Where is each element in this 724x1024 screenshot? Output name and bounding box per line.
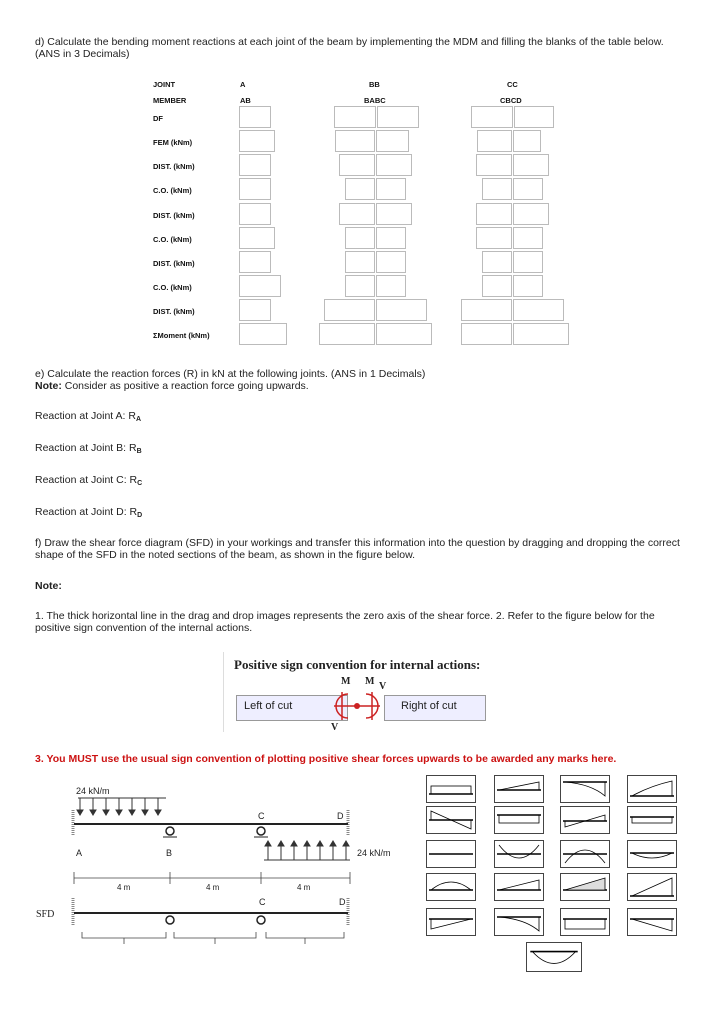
sfd-shape-parabola-up-icon xyxy=(495,841,543,867)
sfd-option-14[interactable] xyxy=(494,873,544,901)
dist4-ab-input[interactable] xyxy=(239,299,271,321)
sfd-shape-block-icon xyxy=(561,909,609,935)
dist2-bc-input[interactable] xyxy=(376,203,412,225)
co3-ab-input[interactable] xyxy=(239,275,281,297)
beam-diagram xyxy=(60,780,400,955)
sfd-option-18[interactable] xyxy=(494,908,544,936)
reaction-a xyxy=(35,410,141,426)
df-cd-input[interactable] xyxy=(514,106,554,128)
sfd-shape-curve-drop-icon xyxy=(495,909,543,935)
row-label-dist-1: DIST. (kNm) xyxy=(153,162,195,171)
reaction-a-label: Reaction at Joint A: R xyxy=(35,410,136,422)
sfd-option-3[interactable] xyxy=(560,775,610,803)
reaction-c-sub: C xyxy=(137,480,143,487)
sfd-option-1[interactable] xyxy=(426,775,476,803)
sfd-joint-c: C xyxy=(259,897,266,907)
df-ab-input[interactable] xyxy=(239,106,271,128)
joint-label-c: C xyxy=(258,811,265,821)
row-label-fem: FEM (kNm) xyxy=(153,138,193,147)
sfd-joint-d: D xyxy=(339,897,346,907)
member-cbcd: CBCD xyxy=(500,96,522,105)
sfd-shape-wedge-down-icon xyxy=(427,909,475,935)
co2-cd-input[interactable] xyxy=(513,227,543,249)
co1-ba-input[interactable] xyxy=(345,178,375,200)
sum-ba-input[interactable] xyxy=(319,323,375,345)
question-d-text: d) Calculate the bending moment reactions at each joint of the beam by implementing the MDM and filling the blanks of the table below. (ANS in 3 Decimals) xyxy=(35,36,664,60)
dist3-ba-input[interactable] xyxy=(345,251,375,273)
sign-convention-warning: 3. You MUST use the usual sign convention of plotting positive shear forces upwards to be awarded any marks here. xyxy=(35,753,617,765)
sfd-shape-parabola-down-icon xyxy=(561,841,609,867)
sfd-option-10[interactable] xyxy=(494,840,544,868)
row-label-sum-moment: ΣMoment (kNm) xyxy=(153,331,210,340)
joint-b: BB xyxy=(369,80,380,89)
sfd-option-11[interactable] xyxy=(560,840,610,868)
sfd-shape-arch-icon xyxy=(427,874,475,900)
sfd-shape-triangle-right-icon xyxy=(561,807,609,833)
fem-cd-input[interactable] xyxy=(513,130,541,152)
dist3-bc-input[interactable] xyxy=(376,251,406,273)
load-right-label: 24 kN/m xyxy=(357,848,391,858)
question-e-note xyxy=(35,380,309,392)
sfd-option-9[interactable] xyxy=(426,840,476,868)
sfd-option-20[interactable] xyxy=(627,908,677,936)
member-header: MEMBER xyxy=(153,96,187,105)
sum-ab-input[interactable] xyxy=(239,323,287,345)
reaction-c-label: Reaction at Joint C: R xyxy=(35,474,138,486)
co1-cb-input[interactable] xyxy=(482,178,512,200)
note-heading: Note: xyxy=(35,580,62,592)
reaction-d-label: Reaction at Joint D: R xyxy=(35,506,138,518)
left-of-cut-label: Left of cut xyxy=(244,700,293,712)
df-cb-input[interactable] xyxy=(471,106,513,128)
sfd-shape-rect-down-icon xyxy=(495,807,543,833)
sfd-shape-ramp-icon xyxy=(495,874,543,900)
co1-cd-input[interactable] xyxy=(513,178,543,200)
dist4-cd-input[interactable] xyxy=(513,299,564,321)
span-ab-label: 4 m xyxy=(117,883,131,892)
dist1-cb-input[interactable] xyxy=(476,154,512,176)
sfd-option-16[interactable] xyxy=(627,873,677,901)
sfd-option-19[interactable] xyxy=(560,908,610,936)
co3-cd-input[interactable] xyxy=(513,275,543,297)
right-of-cut-label: Right of cut xyxy=(401,700,457,712)
reaction-a-sub: A xyxy=(135,416,142,423)
moment-label-left: M xyxy=(341,676,351,687)
co2-bc-input[interactable] xyxy=(376,227,406,249)
dist1-ab-input[interactable] xyxy=(239,154,271,176)
sfd-option-15[interactable] xyxy=(560,873,610,901)
sfd-shape-curve-up-icon xyxy=(628,776,676,802)
sfd-option-13[interactable] xyxy=(426,873,476,901)
sign-convention-figure xyxy=(223,652,494,732)
reaction-b-label: Reaction at Joint B: R xyxy=(35,442,137,454)
joint-label-a: A xyxy=(76,848,83,858)
question-e-text: e) Calculate the reaction forces (R) in kN at the following joints. (ANS in 1 Decimals) xyxy=(35,368,426,380)
sfd-option-12[interactable] xyxy=(627,840,677,868)
fem-ba-input[interactable] xyxy=(335,130,375,152)
span-cd-label: 4 m xyxy=(297,883,311,892)
joint-a: A xyxy=(240,80,246,89)
sfd-shape-steep-icon xyxy=(628,874,676,900)
df-bc-input[interactable] xyxy=(377,106,419,128)
row-label-co-3: C.O. (kNm) xyxy=(153,283,192,292)
shear-label-bottom: V xyxy=(331,722,339,733)
co3-bc-input[interactable] xyxy=(376,275,406,297)
dist3-cd-input[interactable] xyxy=(513,251,543,273)
question-f-text: f) Draw the shear force diagram (SFD) in your workings and transfer this information into the question by dragging and dropping the correct shape of the SFD in the noted sections of the beam, as shown in the figure below. xyxy=(35,537,680,561)
fem-bc-input[interactable] xyxy=(376,130,409,152)
sfd-shape-rect-thin-icon xyxy=(628,807,676,833)
joint-label-d: D xyxy=(337,811,344,821)
fem-cb-input[interactable] xyxy=(477,130,512,152)
sfd-option-2[interactable] xyxy=(494,775,544,803)
dist2-cd-input[interactable] xyxy=(513,203,549,225)
df-ba-input[interactable] xyxy=(334,106,376,128)
dist2-cb-input[interactable] xyxy=(476,203,512,225)
member-ab: AB xyxy=(240,96,251,105)
moment-label-right: M xyxy=(365,676,375,687)
dist2-ba-input[interactable] xyxy=(339,203,375,225)
note-text: Consider as positive a reaction force going upwards. xyxy=(61,380,309,392)
member-babc: BABC xyxy=(364,96,386,105)
row-label-dist-2: DIST. (kNm) xyxy=(153,211,195,220)
fem-ab-input[interactable] xyxy=(239,130,275,152)
dist3-ab-input[interactable] xyxy=(239,251,271,273)
sfd-option-5[interactable] xyxy=(426,806,476,834)
dist2-ab-input[interactable] xyxy=(239,203,271,225)
reaction-d xyxy=(35,506,142,522)
dist1-ba-input[interactable] xyxy=(339,154,375,176)
sfd-option-17[interactable] xyxy=(426,908,476,936)
row-label-co-2: C.O. (kNm) xyxy=(153,235,192,244)
joint-c: CC xyxy=(507,80,518,89)
sfd-option-21[interactable] xyxy=(526,942,582,972)
sfd-shape-rect-up-icon xyxy=(427,776,475,802)
row-label-df: DF xyxy=(153,114,163,123)
sfd-shape-sag-icon xyxy=(628,841,676,867)
dist4-cb-input[interactable] xyxy=(461,299,512,321)
dist1-cd-input[interactable] xyxy=(513,154,549,176)
span-bc-label: 4 m xyxy=(206,883,220,892)
sfd-label: SFD xyxy=(36,909,55,920)
reaction-b-sub: B xyxy=(136,448,142,455)
dist1-bc-input[interactable] xyxy=(376,154,412,176)
co3-cb-input[interactable] xyxy=(482,275,512,297)
sfd-shape-crossing-icon xyxy=(427,807,475,833)
sfd-option-6[interactable] xyxy=(494,806,544,834)
reaction-b xyxy=(35,442,142,458)
sfd-option-4[interactable] xyxy=(627,775,677,803)
dist4-ba-input[interactable] xyxy=(324,299,375,321)
joint-label-b: B xyxy=(166,848,173,858)
row-label-dist-4: DIST. (kNm) xyxy=(153,307,195,316)
cut-arrows-icon xyxy=(334,688,389,724)
dist4-bc-input[interactable] xyxy=(376,299,427,321)
row-label-dist-3: DIST. (kNm) xyxy=(153,259,195,268)
sfd-shape-bowl-icon xyxy=(527,943,581,971)
co2-cb-input[interactable] xyxy=(476,227,512,249)
row-label-co-1: C.O. (kNm) xyxy=(153,186,192,195)
dist3-cb-input[interactable] xyxy=(482,251,512,273)
sign-convention-title: Positive sign convention for internal actions: xyxy=(234,657,481,672)
sum-bc-input[interactable] xyxy=(376,323,432,345)
reaction-c xyxy=(35,474,142,490)
co1-bc-input[interactable] xyxy=(376,178,406,200)
sfd-option-7[interactable] xyxy=(560,806,610,834)
note-body: 1. The thick horizontal line in the drag and drop images represents the zero axis of the shear force. 2. Refer to the figure below for the positive sign convention of the internal actions. xyxy=(35,610,655,634)
shear-label-top: V xyxy=(379,681,387,692)
co2-ab-input[interactable] xyxy=(239,227,275,249)
sum-cd-input[interactable] xyxy=(513,323,569,345)
sfd-shape-wedge-up-icon xyxy=(628,909,676,935)
sum-cb-input[interactable] xyxy=(461,323,512,345)
joint-header: JOINT xyxy=(153,80,176,89)
sfd-shape-flat-icon xyxy=(427,841,475,867)
co1-ab-input[interactable] xyxy=(239,178,271,200)
sfd-option-8[interactable] xyxy=(627,806,677,834)
sfd-shape-curve-down-icon xyxy=(561,776,609,802)
load-left-label: 24 kN/m xyxy=(76,786,110,796)
sfd-shape-triangle-up-icon xyxy=(495,776,543,802)
reaction-d-sub: D xyxy=(137,512,143,519)
note-label: Note: xyxy=(35,380,62,392)
sfd-shape-hatched-icon xyxy=(561,874,609,900)
co3-ba-input[interactable] xyxy=(345,275,375,297)
co2-ba-input[interactable] xyxy=(345,227,375,249)
